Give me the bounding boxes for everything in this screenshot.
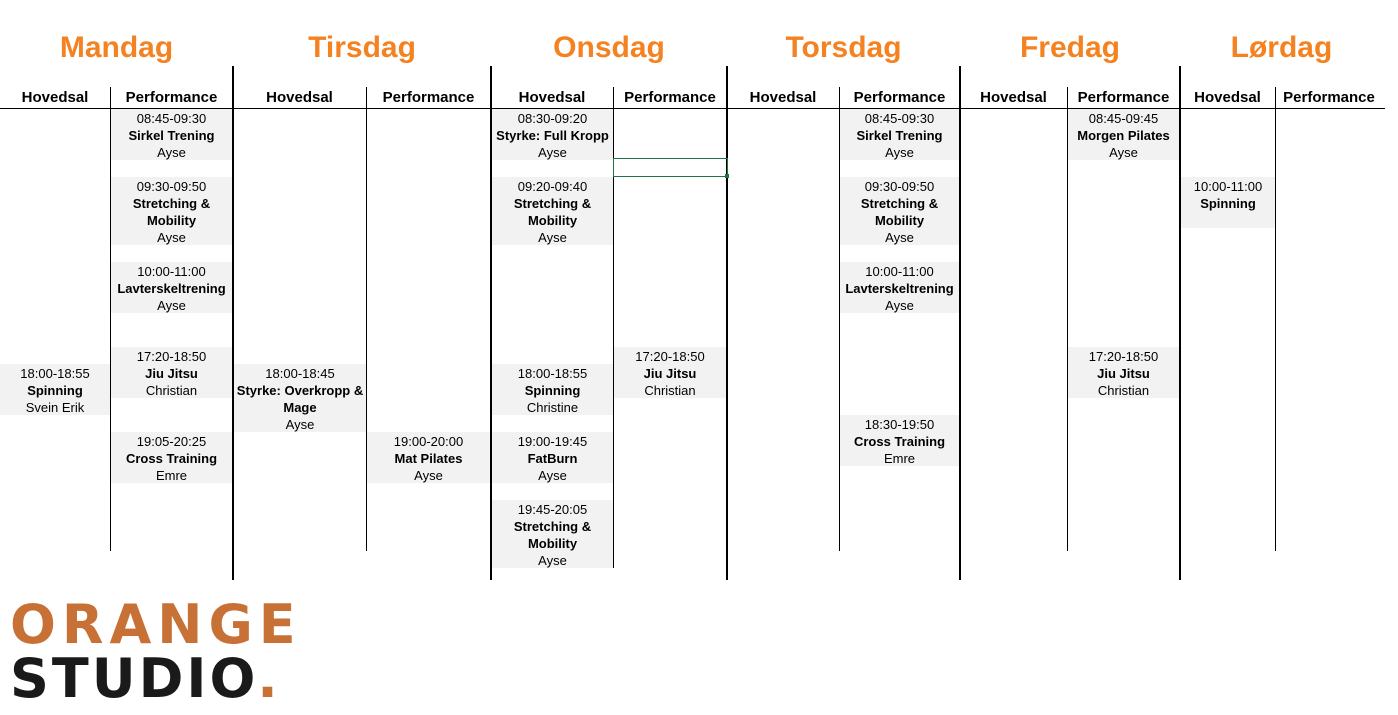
class-instructor: Christian [1097,383,1150,398]
class-instructor: Ayse [157,298,186,313]
class-time: 19:00-19:45 [517,434,588,449]
class-instructor: Ayse [885,298,914,313]
class-instructor: Emre [155,468,188,483]
day-title-mandag: Mandag [59,31,174,64]
day-divider [1179,66,1181,580]
class-name: Stretching & Mobility [132,196,211,228]
col-header-performance: Performance [853,89,946,106]
class-name: Jiu Jitsu [145,366,198,381]
class-time: 10:00-11:00 [865,264,934,279]
class-time: 09:20-09:40 [517,179,588,194]
class-instructor: Ayse [538,553,567,568]
class-instructor: Ayse [538,230,567,245]
col-header-performance: Performance [1283,89,1375,106]
class-time: 18:30-19:50 [864,417,935,432]
class-name: Spinning [524,383,581,398]
column-divider [1275,87,1276,551]
class-time: 08:45-09:45 [1088,111,1159,126]
class-name: Spinning [27,383,83,398]
class-instructor: Emre [883,451,916,466]
class-name: Jiu Jitsu [1097,366,1150,381]
class-block[interactable] [492,500,613,568]
day-title-onsdag: Onsdag [553,31,665,64]
fill-handle[interactable] [725,174,729,178]
class-name: Lavterskeltrening [117,281,226,296]
class-block[interactable] [111,262,232,313]
orange-studio-logo [10,593,302,710]
class-time: 17:20-18:50 [136,349,207,364]
col-header-performance: Performance [382,89,475,106]
class-time: 10:00-11:00 [137,264,206,279]
logo-line-orange: ORANGE [10,593,302,656]
class-block[interactable] [840,415,959,466]
class-instructor: Ayse [538,145,567,160]
col-header-hovedsal: Hovedsal [21,89,89,106]
class-time: 17:20-18:50 [635,349,705,364]
class-block[interactable] [492,364,613,415]
class-block[interactable] [234,364,366,432]
col-header-hovedsal: Hovedsal [980,89,1047,106]
class-time: 09:30-09:50 [136,179,207,194]
class-name: Morgen Pilates [1077,128,1170,143]
class-instructor: Ayse [157,230,186,245]
class-time: 19:05-20:25 [136,434,207,449]
class-block[interactable] [492,109,613,160]
class-time: 19:00-20:00 [393,434,464,449]
day-title-fredag: Fredag [1019,31,1121,64]
col-header-performance: Performance [1077,89,1170,106]
col-header-hovedsal: Hovedsal [518,89,586,106]
class-block[interactable] [0,364,110,415]
day-title-torsdag: Torsdag [785,31,902,64]
col-header-performance: Performance [125,89,218,106]
class-instructor: Ayse [285,417,315,432]
col-header-hovedsal: Hovedsal [266,89,333,106]
class-block[interactable] [492,177,613,245]
col-header-hovedsal: Hovedsal [1194,89,1261,106]
class-block[interactable] [111,432,232,483]
class-name: Stretching & Mobility [860,196,939,228]
col-header-performance: Performance [624,89,716,106]
class-block[interactable] [840,262,959,313]
class-name: Cross Training [125,451,218,466]
class-instructor: Ayse [157,145,186,160]
class-time: 19:45-20:05 [517,502,588,517]
class-time: 18:00-18:45 [265,366,335,381]
day-divider [232,66,234,580]
class-name: Mat Pilates [394,451,463,466]
class-instructor: Ayse [885,145,914,160]
col-header-hovedsal: Hovedsal [749,89,817,106]
class-block[interactable] [111,177,232,245]
class-block[interactable] [840,177,959,245]
class-name: Cross Training [853,434,946,449]
class-block[interactable] [1068,347,1179,398]
class-block[interactable] [492,432,613,483]
class-time: 18:00-18:55 [517,366,588,381]
class-instructor: Ayse [414,468,443,483]
logo-line-studio [10,647,302,710]
class-name: Sirkel Trening [856,128,943,143]
day-title-lordag: Lørdag [1230,31,1333,64]
class-time: 08:30-09:20 [517,111,588,126]
class-time: 09:30-09:50 [864,179,935,194]
class-block[interactable] [111,109,232,160]
class-name: Sirkel Trening [128,128,215,143]
logo-dot: . [257,647,281,710]
class-time: 18:00-18:55 [20,366,90,381]
class-instructor: Christian [644,383,696,398]
class-name: Spinning [1200,196,1256,211]
class-time: 10:00-11:00 [1193,179,1263,194]
class-instructor: Ayse [538,468,567,483]
class-time: 17:20-18:50 [1088,349,1159,364]
class-instructor: Ayse [885,230,914,245]
class-name: Styrke: Full Kropp [496,128,609,143]
class-block[interactable] [1068,109,1179,160]
class-block[interactable] [1181,177,1275,228]
class-time: 08:45-09:30 [864,111,935,126]
day-divider [726,66,728,580]
class-time: 08:45-09:30 [136,111,207,126]
logo-studio-text: STUDIO [10,647,258,710]
selected-cell[interactable] [613,158,728,177]
class-instructor: Ayse [1109,145,1138,160]
class-name: Styrke: Overkropp & Mage [236,383,364,415]
class-block[interactable] [111,347,232,398]
class-block[interactable] [367,432,490,483]
class-instructor: Christian [145,383,198,398]
class-name: Jiu Jitsu [643,366,697,381]
class-instructor: Christine [526,400,579,415]
class-instructor: Svein Erik [25,400,85,415]
class-name: FatBurn [527,451,578,466]
class-name: Lavterskeltrening [845,281,954,296]
class-name: Stretching & Mobility [513,196,592,228]
class-block[interactable] [840,109,959,160]
day-divider [959,66,961,580]
class-name: Stretching & Mobility [513,519,592,551]
day-title-tirsdag: Tirsdag [308,31,416,64]
class-block[interactable] [614,347,726,398]
